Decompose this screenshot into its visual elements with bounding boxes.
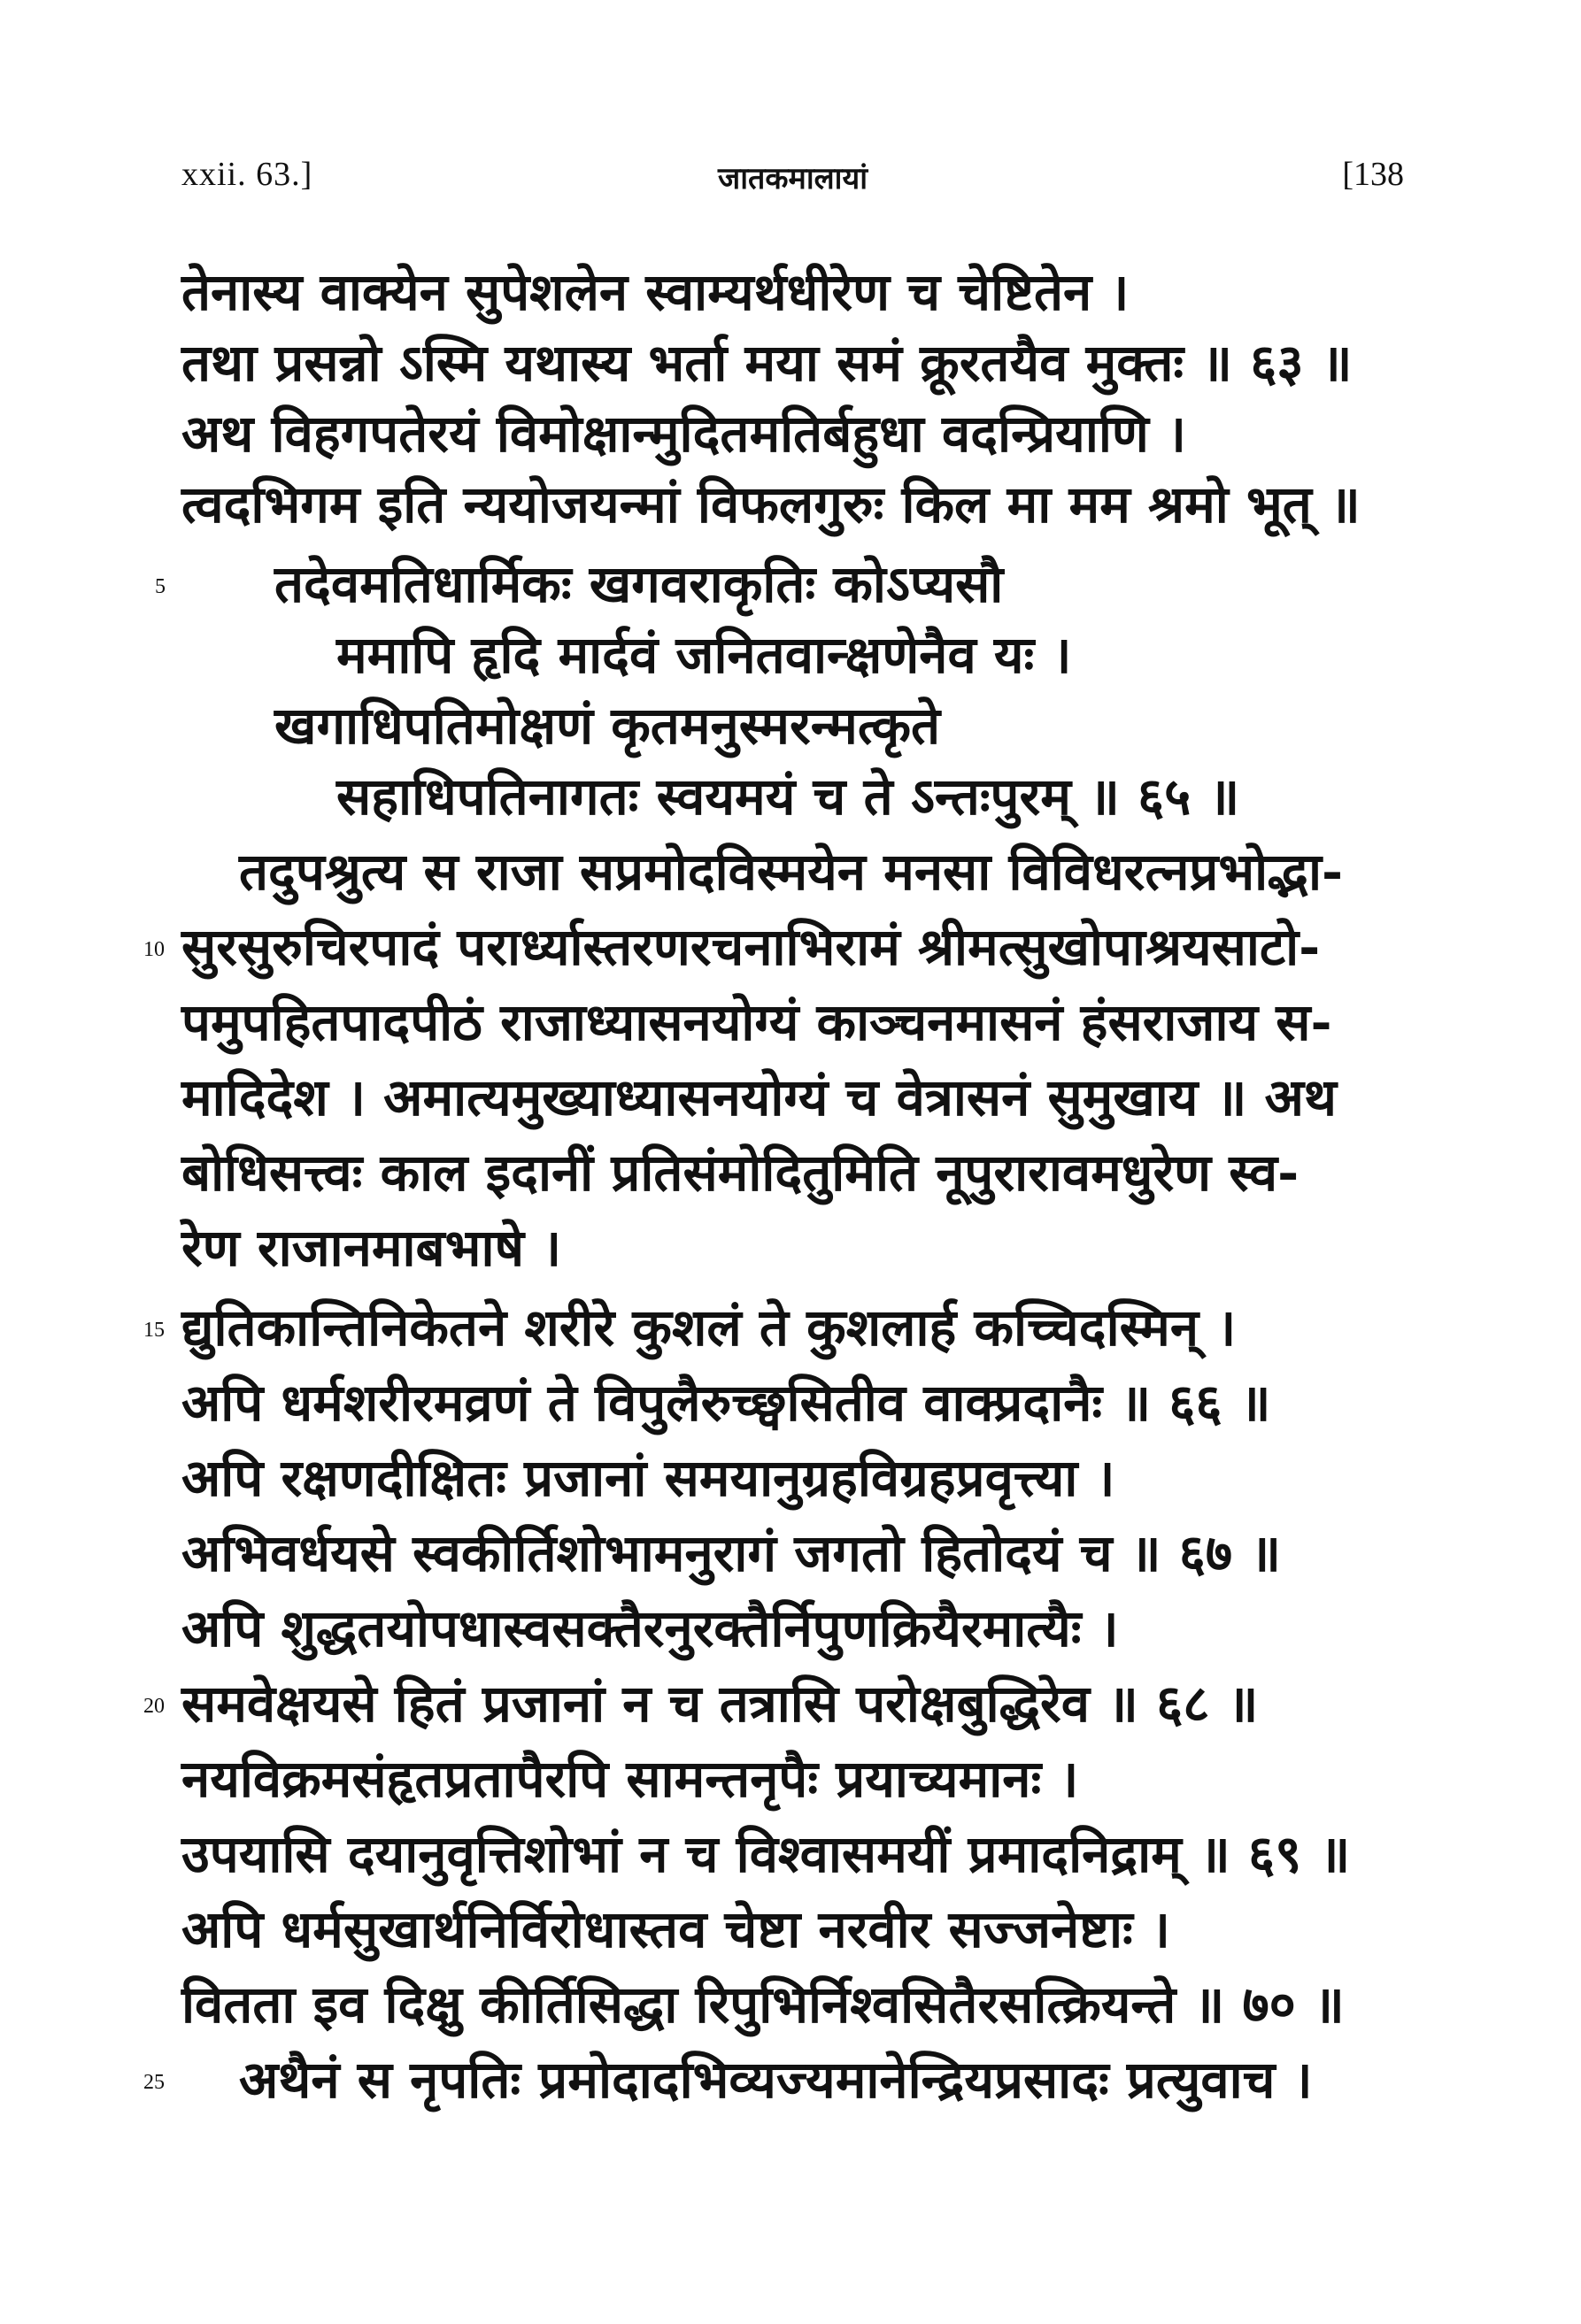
text-line: अपि धर्मशरीरमव्रणं ते विपुलैरुच्छ्वसितीव वाक्प्रदानैः ॥ ६६ ॥ — [181, 1373, 1271, 1433]
text-line: अभिवर्धयसे स्वकीर्तिशोभामनुरागं जगतो हितोदयं च ॥ ६७ ॥ — [181, 1523, 1281, 1583]
text-line: द्युतिकान्तिनिकेतने शरीरे कुशलं ते कुशलार्ह कच्चिदस्मिन् । — [181, 1297, 1237, 1358]
text-line: नयविक्रमसंहृतप्रतापैरपि सामन्तनृपैः प्रयाच्यमानः । — [181, 1749, 1079, 1809]
text-line: वितता इव दिक्षु कीर्तिसिद्धा रिपुभिर्निश्वसितैरसत्क्रियन्ते ॥ ७० ॥ — [181, 1974, 1345, 2035]
text-line: पमुपहितपादपीठं राजाध्यासनयोग्यं काञ्चनमासनं हंसराजाय स- — [181, 992, 1332, 1052]
line-number: 20 — [143, 1695, 165, 1718]
text-line: तेनास्य वाक्येन सुपेशलेन स्वाम्यर्थधीरेण च चेष्टितेन । — [181, 262, 1130, 322]
line-number: 25 — [143, 2071, 165, 2094]
text-line: अपि शुद्धतयोपधास्वसक्तैरनुरक्तैर्निपुणक्रियैरमात्यैः । — [181, 1598, 1119, 1658]
text-line: सुरसुरुचिरपादं परार्ध्यास्तरणरचनाभिरामं श्रीमत्सुखोपाश्रयसाटो- — [181, 917, 1321, 977]
line-number: 5 — [155, 575, 166, 598]
text-line: तदुपश्रुत्य स राजा सप्रमोदविस्मयेन मनसा विविधरत्नप्रभोद्भा- — [239, 842, 1344, 902]
page-header — [181, 155, 1404, 208]
text-line: अपि धर्मसुखार्थनिर्विरोधास्तव चेष्टा नरवीर सज्जनेष्टाः । — [181, 1899, 1170, 1959]
line-number: 15 — [143, 1319, 165, 1342]
line-number: 10 — [143, 938, 165, 961]
text-line: अथैनं स नृपतिः प्रमोदादभिव्यज्यमानेन्द्रियप्रसादः प्रत्युवाच । — [239, 2050, 1313, 2110]
text-line: बोधिसत्त्वः काल इदानीं प्रतिसंमोदितुमिति नूपुरारावमधुरेण स्व- — [181, 1143, 1300, 1203]
text-line: सहाधिपतिनागतः स्वयमयं च ते ऽन्तःपुरम् ॥ ६५ ॥ — [336, 766, 1240, 827]
running-title: जातकमालायां — [717, 161, 868, 196]
text-line: समवेक्षयसे हितं प्रजानां न च तत्रासि परोक्षबुद्धिरेव ॥ ६८ ॥ — [181, 1674, 1259, 1734]
text-line: अपि रक्षणदीक्षितः प्रजानां समयानुग्रहविग्रहप्रवृत्त्या । — [181, 1448, 1115, 1508]
text-line: उपयासि दयानुवृत्तिशोभां न च विश्वासमयीं प्रमादनिद्राम् ॥ ६९ ॥ — [181, 1824, 1351, 1884]
page-number: [138 — [1342, 156, 1404, 193]
text-line: खगाधिपतिमोक्षणं कृतमनुस्मरन्मत्कृते — [274, 696, 941, 756]
text-line: तथा प्रसन्नो ऽस्मि यथास्य भर्ता मया समं क्रूरतयैव मुक्तः ॥ ६३ ॥ — [181, 333, 1353, 393]
text-line: रेण राजानमाबभाषे । — [181, 1218, 562, 1278]
text-line: त्वदभिगम इति न्ययोजयन्मां विफलगुरुः किल मा मम श्रमो भूत् ॥ — [181, 474, 1361, 535]
text-line: तदेवमतिधार्मिकः खगवराकृतिः कोऽप्यसौ — [274, 554, 1004, 614]
chapter-verse-reference: xxii. 63.] — [181, 156, 313, 193]
text-line: मादिदेश । अमात्यमुख्याध्यासनयोग्यं च वेत्रासनं सुमुखाय ॥ अथ — [181, 1067, 1337, 1127]
text-line: ममापि हृदि मार्दवं जनितवान्क्षणेनैव यः । — [336, 625, 1072, 685]
text-line: अथ विहगपतेरयं विमोक्षान्मुदितमतिर्बहुधा वदन्प्रियाणि । — [181, 404, 1186, 464]
